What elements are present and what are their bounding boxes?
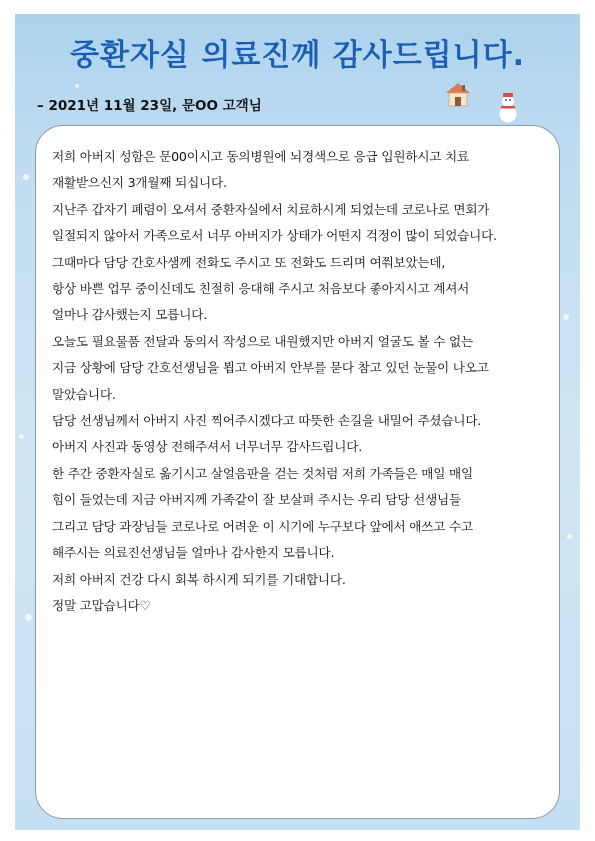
snow-dot — [563, 314, 569, 320]
page-title: 중환자실 의료진께 감사드립니다. — [69, 38, 525, 73]
snow-dot — [23, 174, 29, 180]
letter-line: 그리고 담당 과장님들 코로나로 어려운 이 시기에 누구보다 앞에서 애쓰고 수고 — [52, 518, 473, 534]
letter-line: 재활받으신지 3개월째 되십니다. — [52, 175, 227, 191]
letter-line: 일절되지 않아서 가족으로서 너무 아버지가 상태가 어떤지 걱정이 많이 되었습니다. — [52, 228, 497, 244]
snowman-icon — [495, 90, 521, 124]
letter-line: 아버지 사진과 동영상 전해주셔서 너무너무 감사드립니다. — [52, 439, 362, 455]
page-frame — [15, 14, 580, 830]
letter-line: 담당 선생님께서 아버지 사진 찍어주시겠다고 따뜻한 손길을 내밀어 주셨습니다. — [52, 413, 482, 429]
snow-dot — [25, 614, 32, 621]
date-author-line: – 2021년 11월 23일, 문OO 고객님 — [37, 98, 262, 114]
letter-line: 저희 아버지 건강 다시 회복 하시게 되기를 기대합니다. — [52, 571, 346, 587]
letter-line: 힘이 들었는데 지금 아버지께 가족같이 잘 보살펴 주시는 우리 담당 선생님들 — [52, 492, 461, 508]
letter-line: 저희 아버지 성함은 문00이시고 동의병원에 뇌경색으로 응급 입원하시고 치료 — [52, 149, 469, 164]
snow-dot — [567, 534, 572, 539]
letter-line: 얼마나 감사했는지 모릅니다. — [52, 307, 207, 323]
snow-dot — [75, 84, 79, 88]
letter-line: 항상 바쁜 업무 중이신데도 친절히 응대해 주시고 처음보다 좋아지시고 계셔서 — [52, 281, 470, 297]
house-icon — [443, 80, 473, 108]
letter-line: 정말 고맙습니다♡ — [52, 597, 151, 613]
letter-line: 지난주 갑자기 폐렴이 오셔서 중환자실에서 치료하시게 되었는데 코로나로 면회가 — [52, 201, 490, 217]
letter-line: 한 주간 중환자실로 옮기시고 살얼음판을 걷는 것처럼 저희 가족들은 매일 매일 — [52, 465, 473, 481]
letter-line: 말았습니다. — [52, 386, 116, 402]
letter-line: 오늘도 필요물품 전달과 동의서 작성으로 내원했지만 아버지 얼굴도 볼 수 없는 — [52, 333, 473, 349]
letter-line: 해주시는 의료진선생님들 얼마나 감사한지 모릅니다. — [52, 545, 335, 561]
letter-line: 그때마다 담당 간호사샘께 전화도 주시고 또 전화도 드리며 여쭤보았는데, — [52, 254, 446, 270]
snow-dot — [19, 434, 24, 439]
letter-line: 지금 상황에 담당 간호선생님을 뵙고 아버지 안부를 묻다 참고 있던 눈물이 나오고 — [52, 360, 489, 376]
letter-box — [35, 125, 560, 819]
